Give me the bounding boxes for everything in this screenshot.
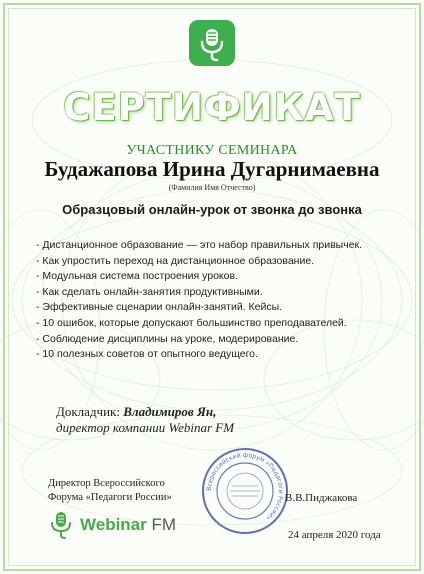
director-line: Директор Всероссийского (48, 478, 165, 489)
seal-stamp (200, 446, 290, 536)
director-line: Форума «Педагоги России» (48, 492, 172, 503)
certificate-subtitle: УЧАСТНИКУ СЕМИНАРА (126, 143, 298, 158)
topic-item: - Дистанционное образование — это набор правильных привычек. (36, 239, 363, 251)
participant-name: Будажапова Ирина Дугарнимаевна (44, 157, 380, 181)
topic-item: - Как упростить переход на дистанционное образование. (36, 254, 315, 267)
speaker-name: Владимиров Ян, (123, 404, 217, 419)
signatory-name: В.В.Пиджакова (285, 492, 358, 504)
brand-suffix: FM (151, 515, 177, 534)
seal-text: Всероссийский форум «Педагоги России» (205, 451, 285, 522)
webinar-logo (189, 20, 235, 66)
speaker-block (56, 404, 336, 436)
topic-item: - Как сделать онлайн-занятия продуктивными. (36, 285, 263, 298)
topic-list (36, 238, 366, 363)
issue-date: 24 апреля 2020 года (288, 529, 381, 541)
topic-item: - 10 ошибок, которые допускают большинство преподавателей. (36, 316, 347, 329)
topic-item: - Соблюдение дисциплины на уроке, модерирование. (36, 332, 299, 345)
topic-item: - 10 полезных советов от опытного ведущего. (36, 348, 258, 361)
topic-item: - Эффективные сценарии онлайн-занятий. Кейсы. (36, 301, 283, 314)
speaker-label: Докладчик: (56, 404, 120, 419)
speaker-role: директор компании Webinar FM (56, 420, 235, 435)
seminar-title: Образцовый онлайн-урок от звонка до звонка (62, 202, 362, 217)
name-hint: (Фамилия Имя Отчество) (168, 183, 256, 192)
brand-name (80, 515, 176, 535)
microphone-icon (46, 510, 76, 540)
topic-item: - Модульная система построения уроков. (36, 270, 238, 283)
certificate-title: СЕРТИФИКАТ (63, 86, 361, 129)
webinar-fm-logo (46, 510, 177, 540)
microphone-icon (189, 20, 235, 66)
brand-main: Webinar (80, 515, 147, 534)
